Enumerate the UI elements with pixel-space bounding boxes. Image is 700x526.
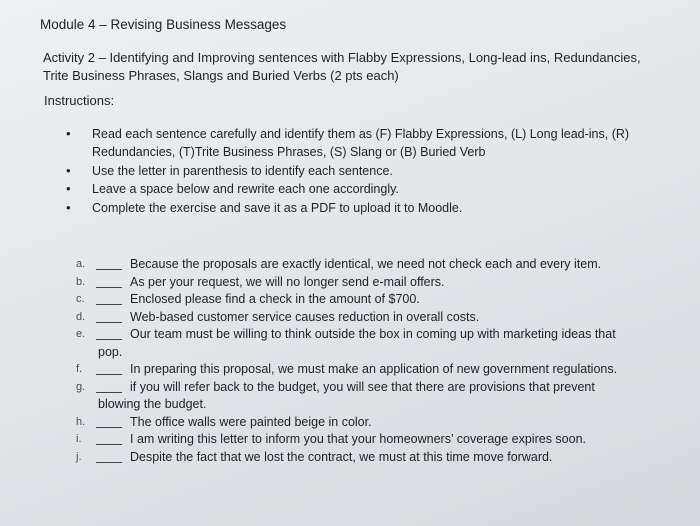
item-sentence: if you will refer back to the budget, you will see that there are provisions that prevent [130,379,595,394]
answer-blank [96,269,122,270]
item-letter: f. [76,363,83,375]
answer-blank [96,339,122,340]
exercise-item [0,309,700,327]
answer-blank [96,322,122,323]
item-letter: i. [76,433,82,445]
item-sentence: I am writing this letter to inform you that your homeowners’ coverage expires soon. [130,432,586,446]
instruction-item: • Leave a space below and rewrite each one accordingly. [66,181,399,196]
exercise-item [0,414,700,432]
item-sentence: Because the proposals are exactly identical, we need not check each and every item. [130,257,602,271]
exercise-item [0,256,700,274]
exercise-item [0,431,700,449]
answer-blank [96,427,122,428]
item-letter: j. [76,450,82,463]
item-letter: a. [76,258,86,270]
bullet-icon: • [66,162,71,178]
item-letter: h. [76,415,86,428]
module-title: Module 4 – Revising Business Messages [40,17,287,32]
answer-blank [96,462,122,463]
item-sentence: The office walls were painted beige in color. [130,414,372,429]
item-sentence: As per your request, we will no longer send e-mail offers. [130,274,445,289]
item-sentence: Despite the fact that we lost the contract, we must at this time move forward. [130,449,553,464]
answer-blank [96,287,122,288]
item-sentence: Web-based customer service causes reduction in overall costs. [130,309,480,324]
item-sentence-continuation: blowing the budget. [98,397,207,411]
answer-blank [96,304,122,305]
bullet-icon: • [66,181,71,196]
exercise-item [0,291,700,309]
item-letter: e. [76,328,86,340]
exercise-item [0,379,700,414]
instructions-heading: Instructions: [44,93,115,108]
exercise-item [0,326,700,361]
answer-blank [96,374,122,375]
exercise-item [0,274,700,292]
item-sentence: Enclosed please find a check in the amount of $700. [130,292,420,306]
item-letter: g. [76,380,86,393]
exercise-item [0,449,700,467]
activity-heading: Activity 2 – Identifying and Improving sentences with Flabby Expressions, Long-lead ins, Redundancies, Trite Business Phrases, Slangs and Buried Verbs (2 pts each) [43,50,641,83]
instruction-item: • Use the letter in parenthesis to identify each sentence. [66,162,393,178]
item-sentence-continuation: pop. [98,344,123,359]
exercise-item [0,361,700,379]
instruction-item: • Read each sentence carefully and identify them as (F) Flabby Expressions, (L) Long lead-ins, (R) Redundancies, (T)Trite Business Phrases, (S) Slang or (B) Buried Verb [66,126,630,159]
bullet-icon: • [66,126,71,141]
instructions-list [0,125,700,217]
answer-blank [96,392,122,393]
bullet-icon: • [66,199,71,215]
instruction-item: • Complete the exercise and save it as a PDF to upload it to Moodle. [66,199,463,215]
item-letter: c. [76,293,85,305]
item-letter: b. [76,275,86,288]
exercise-list [0,256,700,466]
item-letter: d. [76,310,86,323]
item-sentence: In preparing this proposal, we must make an application of new government regulations. [130,362,618,376]
item-sentence: Our team must be willing to think outside the box in coming up with marketing ideas that [130,327,616,341]
answer-blank [96,444,122,445]
